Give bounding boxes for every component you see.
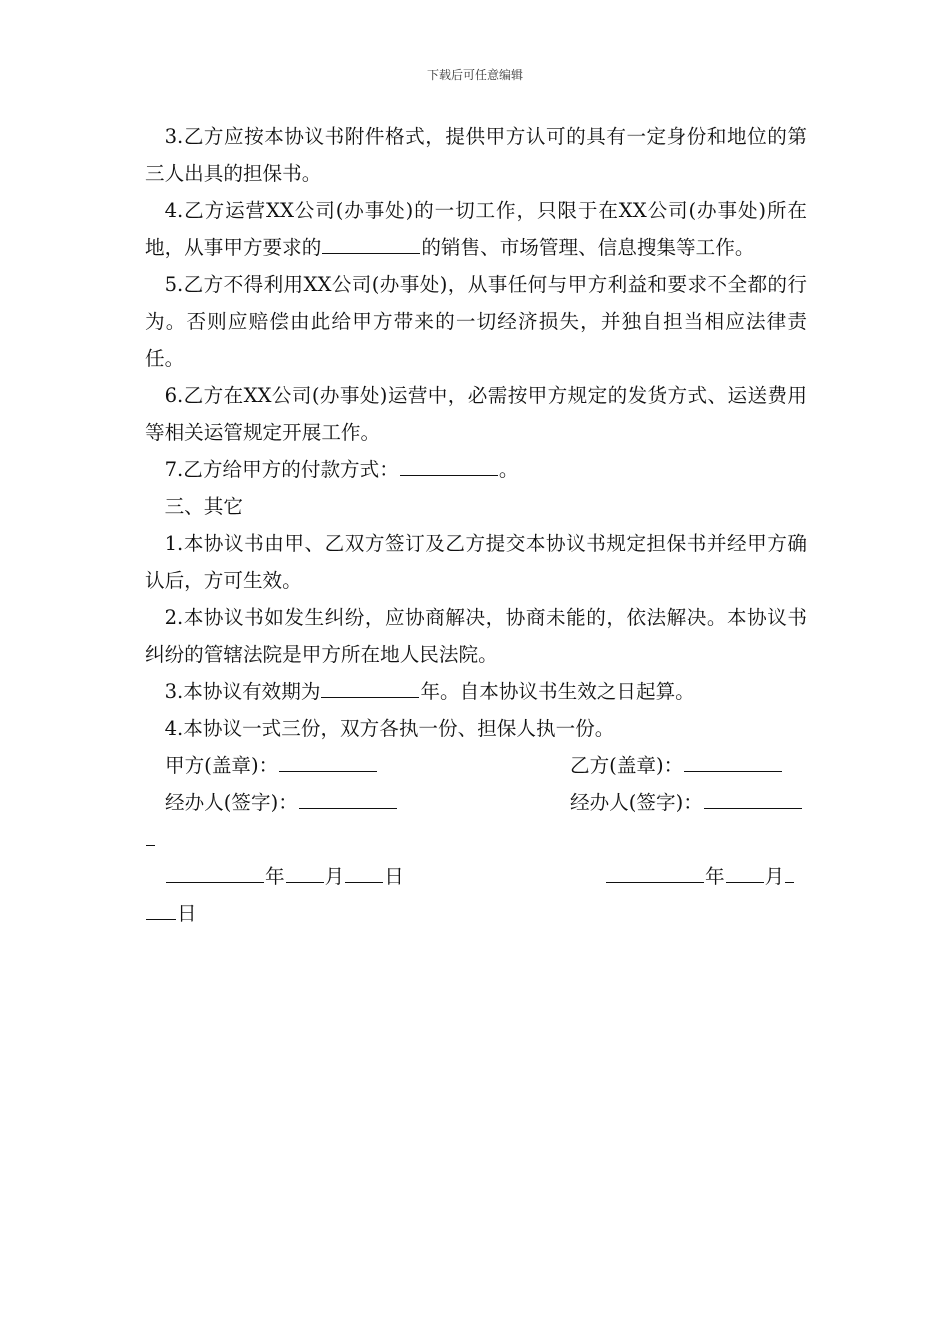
other-clause-2: 2.本协议书如发生纠纷，应协商解决，协商未能的，依法解决。本协议书纠纷的管辖法院是甲方所在地人民法院。	[145, 606, 807, 666]
agent-a-label: 经办人(签字)：	[165, 791, 298, 814]
year-label: 年	[265, 865, 285, 888]
fill-blank[interactable]	[345, 858, 383, 883]
fill-blank[interactable]	[400, 451, 498, 476]
party-b-seal-label: 乙方(盖章)：	[570, 754, 684, 777]
party-a-seal-label: 甲方(盖章)：	[165, 754, 279, 777]
fill-blank[interactable]	[146, 895, 176, 920]
clause-4-text-b: 的销售、市场管理、信息搜集等工作。	[421, 236, 755, 259]
other-clause-3	[145, 673, 807, 710]
other-clause-3-text-b: 年。自本协议书生效之日起算。	[420, 680, 695, 703]
fill-blank[interactable]	[286, 858, 324, 883]
fill-blank[interactable]	[785, 858, 794, 883]
agent-b-signature	[570, 784, 803, 821]
clause-4	[145, 192, 807, 266]
day-label: 日	[384, 865, 404, 888]
fill-blank[interactable]	[606, 858, 704, 883]
month-label: 月	[764, 865, 785, 888]
fill-blank[interactable]	[726, 858, 764, 883]
date-row	[145, 858, 807, 895]
clause-4-text-a: 4.乙方运营XX公司(办事处)的一切工作，只限于在XX公司(办事处)所在地，从事甲方要求的	[145, 199, 807, 259]
clause-3: 3.乙方应按本协议书附件格式，提供甲方认可的具有一定身份和地位的第三人出具的担保书。	[145, 125, 807, 185]
document-body	[145, 118, 807, 932]
fill-blank[interactable]	[166, 858, 264, 883]
month-label: 月	[324, 865, 345, 888]
clause-7-text-a: 7.乙方给甲方的付款方式：	[164, 458, 399, 481]
date-a	[165, 858, 404, 895]
fill-blank[interactable]	[321, 673, 419, 698]
other-clause-1: 1.本协议书由甲、乙双方签订及乙方提交本协议书规定担保书并经甲方确认后，方可生效。	[145, 532, 807, 592]
fill-blank[interactable]	[684, 747, 782, 772]
seal-row	[145, 747, 807, 784]
agent-b-label: 经办人(签字)：	[570, 791, 703, 814]
clause-7	[145, 451, 807, 488]
agent-row	[145, 784, 807, 821]
clause-6: 6.乙方在XX公司(办事处)运营中，必需按甲方规定的发货方式、运送费用等相关运管规定开展工作。	[145, 384, 807, 444]
party-a-seal	[165, 747, 378, 784]
fill-blank[interactable]	[299, 784, 397, 809]
agent-a-signature	[165, 784, 398, 821]
fill-blank[interactable]	[704, 784, 802, 809]
section-heading-other: 三、其它	[164, 495, 243, 518]
clause-7-text-b: 。	[498, 458, 519, 481]
fill-blank[interactable]	[146, 821, 155, 846]
year-label: 年	[705, 865, 725, 888]
other-clause-4: 4.本协议一式三份，双方各执一份、担保人执一份。	[164, 717, 615, 740]
party-b-seal	[570, 747, 783, 784]
day-label: 日	[177, 902, 197, 925]
date-b	[605, 858, 795, 895]
other-clause-3-text-a: 3.本协议有效期为	[164, 680, 321, 703]
fill-blank[interactable]	[279, 747, 377, 772]
clause-5: 5.乙方不得利用XX公司(办事处)，从事任何与甲方利益和要求不全都的行为。否则应赔偿由此给甲方带来的一切经济损失，并独自担当相应法律责任。	[145, 273, 807, 370]
agent-row-overflow	[145, 821, 807, 858]
page-header: 下载后可任意编辑	[426, 68, 523, 82]
date-row-overflow	[145, 895, 807, 932]
fill-blank[interactable]	[322, 229, 420, 254]
